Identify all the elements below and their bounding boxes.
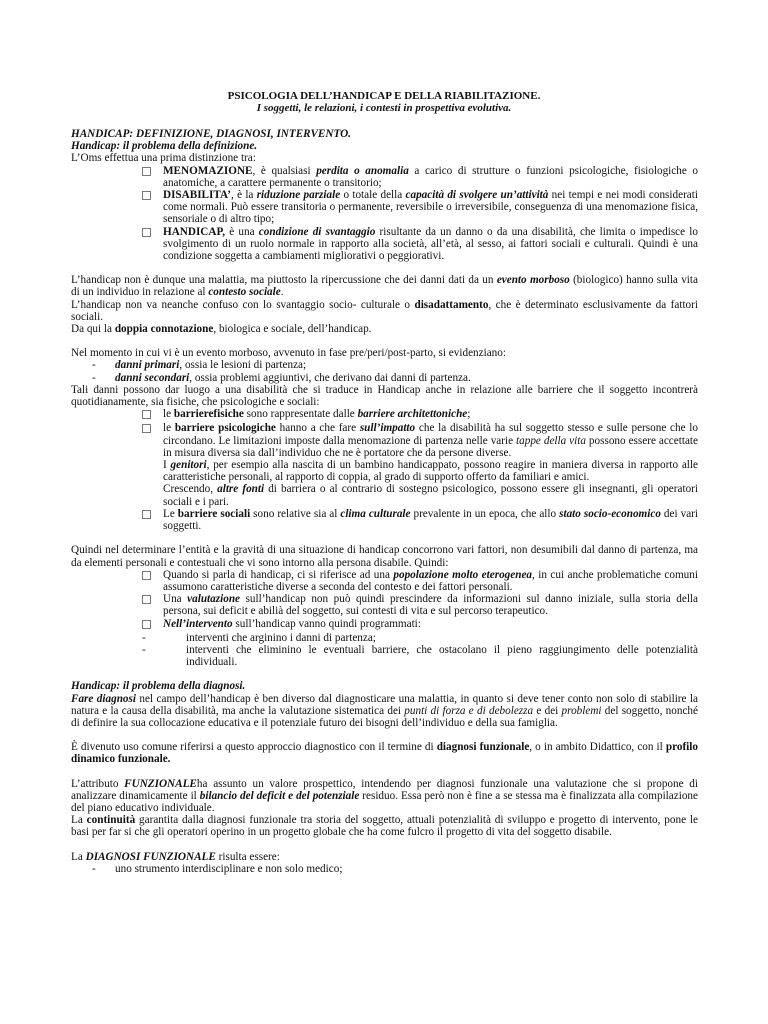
dash-item: - danni primari, ossia le lesioni di partenza; xyxy=(92,359,307,372)
bullet-item: HANDICAP, è una condizione di svantaggio risultante da un danno o da una disabilità, che limita o impedisce lo svolgimento di un ruolo normale in rapporto alla società, all’età, al sesso, ai fattori sociali e culturali. Quindi è una condizione soggetta a cambiamenti migliorativi o peggiorativi. xyxy=(142,226,698,263)
section-subheading: Handicap: il problema della definizione. xyxy=(71,140,258,153)
paragraph: Tali danni possono dar luogo a una disabilità che si traduce in Handicap anche in relazione alle barriere che il soggetto incontrerà quotidianamente, sia fisiche, che psicologiche e sociali: xyxy=(71,383,698,409)
document-body xyxy=(71,128,698,875)
section-heading: HANDICAP: DEFINIZIONE, DIAGNOSI, INTERVENTO. xyxy=(71,128,351,140)
bullet-item: Nell’intervento sull’handicap vanno quindi programmati: xyxy=(142,618,698,632)
checkbox-bullet-icon xyxy=(142,167,151,176)
checkbox-bullet-icon xyxy=(142,228,151,237)
checkbox-bullet-icon xyxy=(142,510,151,519)
checkbox-bullet-icon xyxy=(142,620,151,629)
dash-item: - interventi che eliminino le eventuali barriere, che ostacolano il pieno raggiungimento delle potenzialità individuali. xyxy=(142,643,698,669)
paragraph: L’handicap non è dunque una malattia, ma piuttosto la ripercussione che dei danni dati da un evento morboso (biologico) hanno sulla vita di un individuo in relazione al contesto sociale. xyxy=(71,274,698,299)
dash-item: - danni secondari, ossia problemi aggiuntivi, che derivano dai danni di partenza. xyxy=(92,371,471,384)
dash-item: - interventi che arginino i danni di partenza; xyxy=(142,631,376,644)
page-subtitle: I soggetti, le relazioni, i contesti in prospettiva evolutiva. xyxy=(256,102,512,114)
paragraph: La continuità garantita dalla diagnosi funzionale tra storia del soggetto, attuali potenzialità di sviluppo e progetto di intervento, pone le basi per far si che gli operatori operino in un progetto globale che ha come fulcro il progetto di vita del soggetto disabile. xyxy=(71,814,698,839)
checkbox-bullet-icon xyxy=(142,595,151,604)
paragraph: La DIAGNOSI FUNZIONALE risulta essere: xyxy=(71,850,280,863)
section-subheading: Handicap: il problema della diagnosi. xyxy=(71,680,246,693)
checkbox-bullet-icon xyxy=(142,571,151,580)
checkbox-bullet-icon xyxy=(142,191,151,200)
paragraph: Fare diagnosi nel campo dell’handicap è ben diverso dal diagnosticare una malattia, in quanto si deve tener conto non solo di stabilire la natura e la causa della disabilità, ma anche la valutazione sistematica dei punti di forza e di debolezza e dei problemi del soggetto, nonché di definire la sua collocazione educativa e il potenziale futuro dei bisogni dell’individuo e della sua famiglia. xyxy=(71,692,698,729)
bullet-item: Le barriere sociali sono relative sia al clima culturale prevalente in un epoca, che allo stato socio-economico dei vari soggetti. xyxy=(142,508,698,532)
paragraph: Quindi nel determinare l’entità e la gravità di una situazione di handicap concorrono vari fattori, non desumibili dal danno di partenza, ma da elementi personali e contestuali che vi sono intorno alla persona disabile. Quindi: xyxy=(71,544,698,569)
bullet-item: DISABILITA’, è la riduzione parziale o totale della capacità di svolgere un’attività nei tempi e nei modi considerati come normali. Può essere transitoria o permanente, reversibile o irreversibile, conseguenza di una menomazione fisica, sensoriale o di altro tipo; xyxy=(142,189,698,226)
paragraph: L’Oms effettua una prima distinzione tra: xyxy=(71,152,256,165)
dash-item: - uno strumento interdisciplinare e non solo medico; xyxy=(92,862,343,875)
paragraph: È divenuto uso comune riferirsi a questo approccio diagnostico con il termine di diagnosi funzionale, o in ambito Didattico, con il profilo dinamico funzionale. xyxy=(71,741,698,766)
paragraph: L’handicap non va neanche confuso con lo svantaggio socio- culturale o disadattamento, che è determinato esclusivamente da fattori sociali. xyxy=(71,298,698,323)
bullet-item: le barriere psicologiche hanno a che fare sull’impatto che la disabilità ha sul soggetto stesso e sulle persone che lo circondano. Le limitazioni imposte dalla menomazione di partenza nelle varie tappe della vita possono essere accettate in misura diversa sia dall’individuo che ne è portatore che da persone diverse. I genitori, per esempio alla nascita di un bambino handicappato, possono reagire in maniera diversa in rapporto alle caratteristiche personali, al rapporto di coppia, al grado di supporto offerto da familiari e amici. Crescendo, altre fonti di barriera o al contrario di sostegno psicologico, possono essere gli insegnanti, gli operatori sociali e i pari. xyxy=(142,422,698,507)
bullet-item: Quando si parla di handicap, ci si riferisce ad una popolazione molto eterogenea, in cui anche problematiche comuni assumono caratteristiche diverse a seconda del contesto e dei fattori personali. xyxy=(142,569,698,593)
page-title: PSICOLOGIA DELL’HANDICAP E DELLA RIABILITAZIONE. xyxy=(227,90,541,102)
bullet-item: le barrierefisiche sono rappresentate dalle barriere architettoniche; xyxy=(142,408,698,422)
checkbox-bullet-icon xyxy=(142,410,151,419)
bullet-item: MENOMAZIONE, è qualsiasi perdita o anomalia a carico di strutture o funzioni psicologiche, fisiologiche o anatomiche, a carattere permanente o transitorio; xyxy=(142,165,698,189)
bullet-item: Una valutazione sull’handicap non può quindi prescindere da informazioni sul danno iniziale, sulla storia della persona, sui deficit e abilià del soggetto, sui contesti di vita e sul percorso terapeutico. xyxy=(142,593,698,617)
checkbox-bullet-icon xyxy=(142,424,151,433)
paragraph: Nel momento in cui vi è un evento morboso, avvenuto in fase pre/peri/post-parto, si evidenziano: xyxy=(71,347,506,360)
paragraph: L’attributo FUNZIONALEha assunto un valore prospettico, intendendo per diagnosi funzionale una valutazione che si propone di analizzare dinamicamente il bilancio del deficit e del potenziale residuo. Essa però non è fine a se stessa ma è finalizzata alla compilazione del piano educativo individuale. xyxy=(71,777,699,814)
paragraph: Da qui la doppia connotazione, biologica e sociale, dell’handicap. xyxy=(71,323,372,336)
